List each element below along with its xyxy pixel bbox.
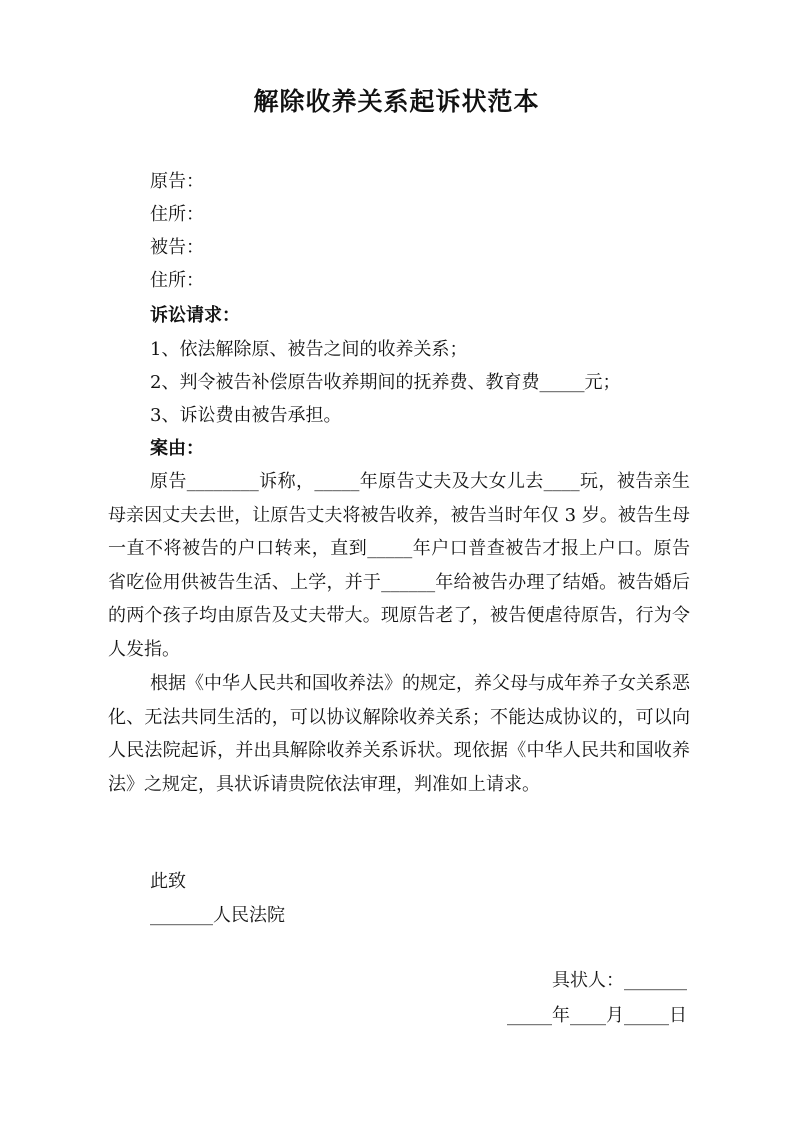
court-line: _______人民法院: [150, 905, 285, 926]
claim-item: 2、判令被告补偿原告收养期间的抚养费、教育费_____元；: [150, 372, 621, 393]
body-paragraph: 原告________诉称，_____年原告丈夫及大女儿去____玩，被告亲生母亲因丈夫去世，让原告丈夫将被告收养，被告当时年仅 3 岁。被告生母一直不将被告的户口转来，直到_____年户口普查被告才报上户口。原告省吃俭用供被告生活、上学，并于______年给被告办理了结婚。被告婚后的两个孩子均由原告及丈夫带大。现原告老了，被告便虐待原告，行为令人发指。: [108, 471, 690, 660]
plaintiff-address-label: 住所：: [150, 204, 204, 225]
date-line: _____年____月_____日: [507, 1005, 687, 1026]
plaintiff-label: 原告：: [150, 171, 204, 192]
defendant-label: 被告：: [150, 237, 204, 258]
salutation: 此致: [150, 871, 186, 892]
claim-item: 1、依法解除原、被告之间的收养关系；: [150, 339, 468, 360]
cause-heading: 案由：: [150, 438, 204, 459]
body-paragraph: 根据《中华人民共和国收养法》的规定，养父母与成年养子女关系恶化、无法共同生活的，可以协议解除收养关系；不能达成协议的，可以向人民法院起诉，并出具解除收养关系诉状。现依据《中华人民共和国收养法》之规定，具状诉请贵院依法审理，判准如上请求。: [108, 673, 690, 795]
signature-line: 具状人：_______: [552, 970, 687, 991]
defendant-address-label: 住所：: [150, 270, 204, 291]
document-title: 解除收养关系起诉状范本: [253, 87, 540, 116]
claim-item: 3、诉讼费由被告承担。: [150, 405, 342, 426]
claims-heading: 诉讼请求：: [150, 305, 240, 326]
